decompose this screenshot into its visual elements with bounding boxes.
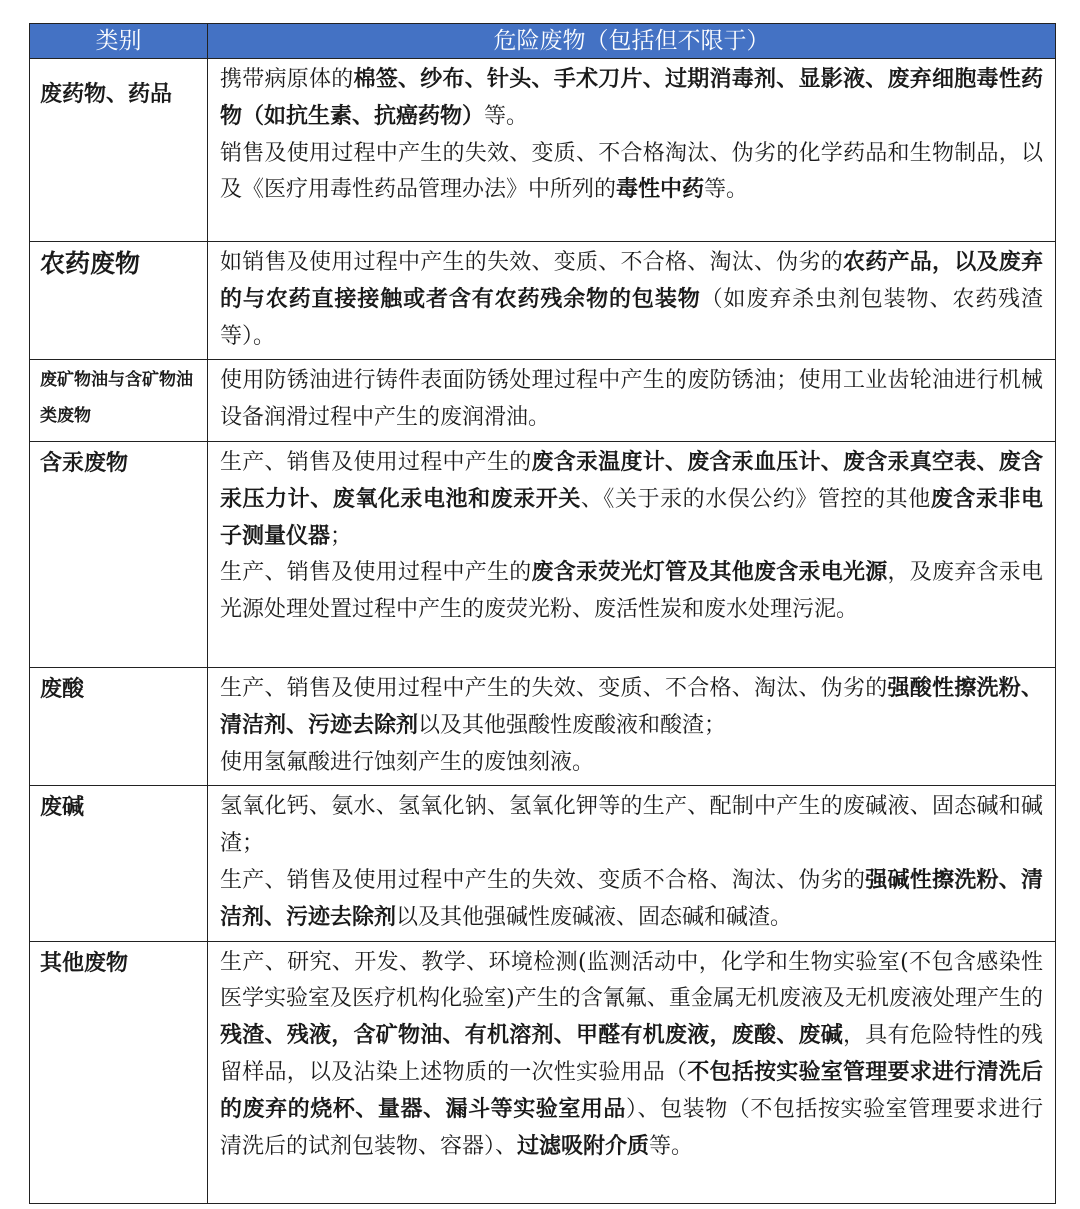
text-run: 使用氢氟酸进行蚀刻产生的废蚀刻液。 bbox=[220, 749, 595, 775]
description-paragraph bbox=[220, 863, 1043, 937]
description-paragraph bbox=[220, 245, 1043, 355]
text-run: （如废弃杀虫剂包装物、农药残渣等）。 bbox=[220, 286, 1043, 349]
text-run: 生产、销售及使用过程中产生的失效、变质、不合格、淘汰、伪劣的 bbox=[220, 675, 888, 701]
text-run: 生产、销售及使用过程中产生的失效、变质不合格、淘汰、伪劣的 bbox=[220, 867, 866, 893]
category-cell: 废酸 bbox=[30, 667, 208, 785]
emphasized-text: 强酸性擦洗粉、清洁剂、污迹去除剂 bbox=[220, 675, 1043, 738]
text-run: 生产、销售及使用过程中产生的 bbox=[220, 449, 532, 475]
emphasized-text: 废含汞荧光灯管及其他废含汞电光源 bbox=[531, 560, 888, 586]
emphasized-text: 棉签、纱布、针头、手术刀片、过期消毒剂、显影液、废弃细胞毒性药物（如抗生素、抗癌药物） bbox=[220, 67, 1043, 129]
description-paragraph bbox=[220, 671, 1043, 745]
category-cell: 废碱 bbox=[30, 786, 208, 941]
header-hazardous-waste: 危险废物（包括但不限于） bbox=[208, 24, 1056, 59]
table-header-row bbox=[30, 24, 1056, 59]
description-cell bbox=[208, 441, 1056, 667]
description-paragraph bbox=[220, 745, 1043, 782]
text-run: 等。 bbox=[649, 1133, 694, 1159]
description-paragraph bbox=[220, 445, 1043, 555]
table-row bbox=[30, 242, 1056, 360]
hazardous-waste-table bbox=[29, 23, 1056, 1204]
category-cell: 废矿物油与含矿物油类废物 bbox=[30, 360, 208, 442]
description-paragraph bbox=[220, 945, 1043, 1166]
text-run: 等。 bbox=[484, 103, 529, 129]
emphasized-text: 强碱性擦洗粉、清洁剂、污迹去除剂 bbox=[220, 867, 1043, 930]
emphasized-text: 毒性中药 bbox=[616, 177, 705, 203]
text-run: 氢氧化钙、氨水、氢氧化钠、氢氧化钾等的生产、配制中产生的废碱液、固态碱和碱渣； bbox=[220, 794, 1043, 857]
table-row bbox=[30, 360, 1056, 442]
description-cell bbox=[208, 360, 1056, 442]
description-paragraph bbox=[220, 363, 1043, 437]
emphasized-text: 残渣、残液，含矿物油、有机溶剂、甲醛有机废液，废酸、废碱 bbox=[220, 1023, 843, 1049]
table-row bbox=[30, 786, 1056, 941]
text-run: 等。 bbox=[704, 177, 749, 203]
text-run: 以及其他强酸性废酸液和酸渣； bbox=[418, 712, 727, 738]
text-run: 、《关于汞的水俣公约》管控的其他 bbox=[580, 486, 931, 512]
description-paragraph bbox=[220, 136, 1043, 210]
category-cell: 废药物、药品 bbox=[30, 59, 208, 242]
emphasized-text: 农药产品，以及废弃的与农药直接接触或者含有农药残余物的包装物 bbox=[220, 250, 1043, 312]
emphasized-text: 废含汞温度计、废含汞血压计、废含汞真空表、废含汞压力计、废氧化汞电池和废汞开关 bbox=[220, 449, 1043, 512]
text-run: 销售及使用过程中产生的失效、变质、不合格淘汰、伪劣的化学药品和生物制品，以及《医疗用毒性药品管理办法》中所列的 bbox=[220, 140, 1043, 203]
category-cell: 含汞废物 bbox=[30, 441, 208, 667]
emphasized-text: 不包括按实验室管理要求进行清洗后的废弃的烧杯、量器、漏斗等实验室用品 bbox=[220, 1059, 1043, 1122]
category-cell: 其他废物 bbox=[30, 941, 208, 1203]
table-row bbox=[30, 941, 1056, 1203]
text-run: 使用防锈油进行铸件表面防锈处理过程中产生的废防锈油；使用工业齿轮油进行机械设备润滑过程中产生的废润滑油。 bbox=[220, 368, 1043, 431]
emphasized-text: 废含汞非电子测量仪器 bbox=[220, 486, 1043, 549]
text-run: ，具有危险特性的残留样品，以及沾染上述物质的一次性实验用品（ bbox=[220, 1023, 1043, 1085]
description-cell bbox=[208, 59, 1056, 242]
header-category: 类别 bbox=[30, 24, 208, 59]
text-run: ； bbox=[330, 523, 353, 549]
description-cell bbox=[208, 941, 1056, 1203]
emphasized-text: 过滤吸附介质 bbox=[517, 1133, 650, 1159]
text-run: 以及其他强碱性废碱液、固态碱和碱渣。 bbox=[396, 904, 793, 930]
description-paragraph bbox=[220, 555, 1043, 629]
description-cell bbox=[208, 242, 1056, 360]
text-run: 生产、研究、开发、教学、环境检测(监测活动中，化学和生物实验室(不包含感染性医学实验室及医疗机构化验室)产生的含氰氟、重金属无机废液及无机废液处理产生的 bbox=[220, 949, 1043, 1012]
description-paragraph bbox=[220, 789, 1043, 863]
table-row bbox=[30, 441, 1056, 667]
text-run: 携带病原体的 bbox=[220, 67, 354, 92]
description-paragraph bbox=[220, 62, 1043, 136]
text-run: ）、包装物（不包括按实验室管理要求进行清洗后的试剂包装物、容器）、 bbox=[220, 1096, 1043, 1159]
table-row bbox=[30, 59, 1056, 242]
table-row bbox=[30, 667, 1056, 785]
text-run: ，及废弃含汞电光源处理处置过程中产生的废荧光粉、废活性炭和废水处理污泥。 bbox=[220, 560, 1043, 623]
description-cell bbox=[208, 667, 1056, 785]
text-run: 如销售及使用过程中产生的失效、变质、不合格、淘汰、伪劣的 bbox=[220, 250, 843, 275]
description-cell bbox=[208, 786, 1056, 941]
text-run: 生产、销售及使用过程中产生的 bbox=[220, 560, 532, 586]
category-cell: 农药废物 bbox=[30, 242, 208, 360]
